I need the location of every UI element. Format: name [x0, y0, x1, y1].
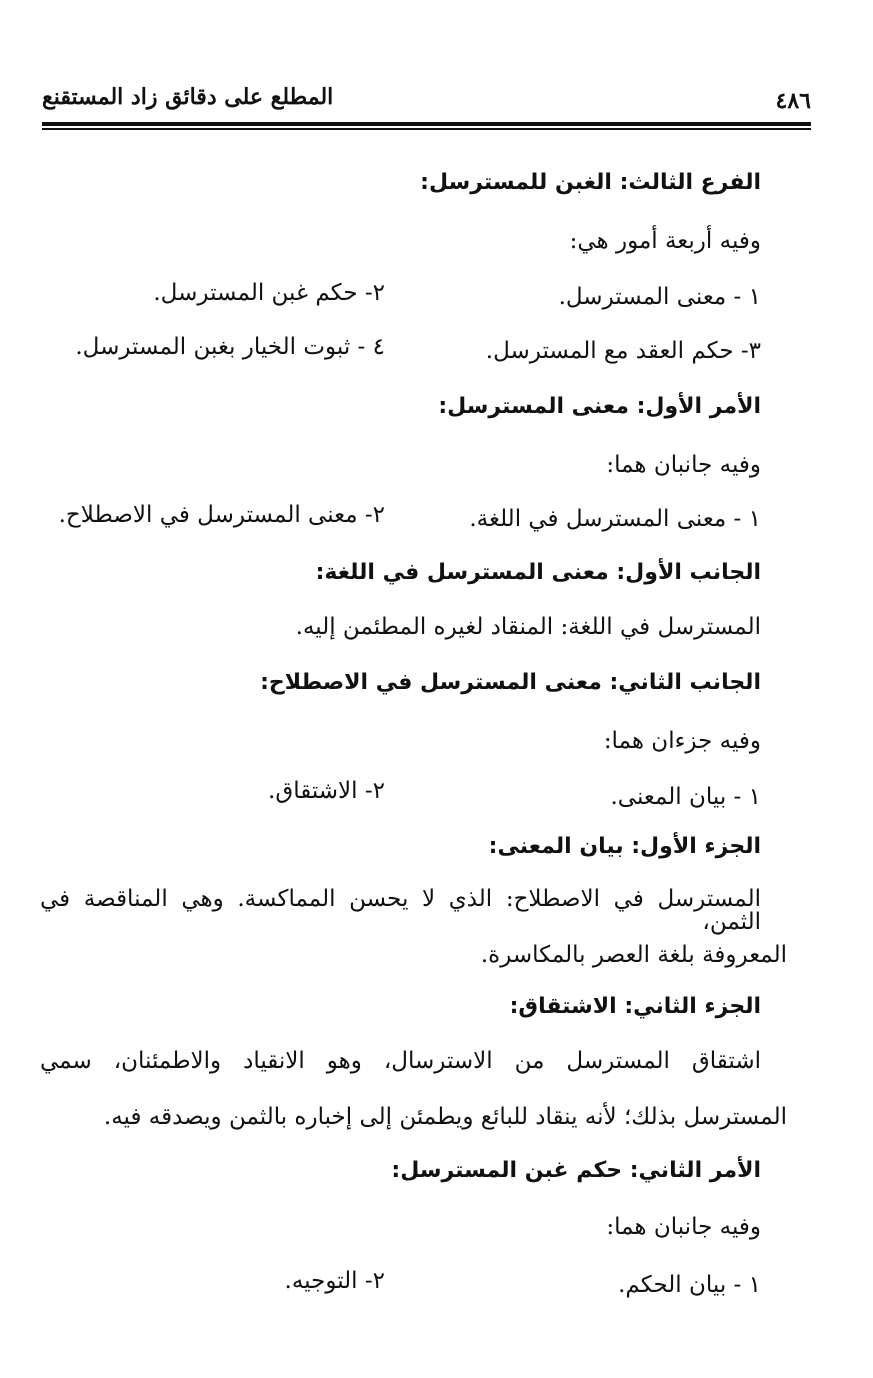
list-item: ٤ - ثبوت الخيار بغبن المسترسل.: [75, 334, 385, 360]
paragraph-language-meaning: المسترسل في اللغة: المنقاد لغيره المطئمن إليه.: [295, 614, 761, 640]
intro-two-sides: وفيه جانبان هما:: [606, 452, 761, 478]
paragraph-derivation-line-1: اشتقاق المسترسل من الاسترسال، وهو الانقياد والاطمئنان، سمي: [40, 1048, 761, 1074]
running-title: المطلع على دقائق زاد المستقنع: [42, 84, 334, 110]
heading-side-2: الجانب الثاني: معنى المسترسل في الاصطلاح:: [260, 670, 761, 695]
list-item: ١ - بيان المعنى.: [610, 784, 761, 810]
intro-two-sides-2: وفيه جانبان هما:: [606, 1214, 761, 1240]
page-number: ٤٨٦: [775, 88, 811, 114]
list-item: ٣- حكم العقد مع المسترسل.: [485, 338, 761, 364]
header-rule-thin: [42, 128, 811, 130]
list-item: ١ - معنى المسترسل في اللغة.: [469, 506, 761, 532]
intro-four-matters: وفيه أربعة أمور هي:: [569, 228, 761, 254]
header-rule-thick: [42, 122, 811, 126]
list-item: ٢- التوجيه.: [284, 1268, 385, 1294]
paragraph-meaning-line-2: المعروفة بلغة العصر بالمكاسرة.: [480, 942, 787, 968]
list-item: ٢- حكم غبن المسترسل.: [153, 280, 385, 306]
heading-part-2: الجزء الثاني: الاشتقاق:: [509, 994, 761, 1019]
heading-second-matter: الأمر الثاني: حكم غبن المسترسل:: [391, 1158, 761, 1183]
heading-part-1: الجزء الأول: بيان المعنى:: [488, 834, 761, 859]
intro-two-parts: وفيه جزءان هما:: [603, 728, 761, 754]
list-item: ١ - معنى المسترسل.: [558, 284, 761, 310]
page-header: [42, 78, 811, 118]
list-item: ١ - بيان الحكم.: [618, 1272, 761, 1298]
list-item: ٢- الاشتقاق.: [268, 778, 385, 804]
list-item: ٢- معنى المسترسل في الاصطلاح.: [58, 502, 385, 528]
heading-side-1: الجانب الأول: معنى المسترسل في اللغة:: [315, 560, 761, 585]
paragraph-meaning-line-1: المسترسل في الاصطلاح: الذي لا يحسن المماكسة. وهي المناقصة في الثمن،: [40, 886, 761, 935]
heading-branch-3: الفرع الثالث: الغبن للمسترسل:: [420, 170, 761, 195]
heading-first-matter: الأمر الأول: معنى المسترسل:: [438, 394, 761, 419]
paragraph-derivation-line-2: المسترسل بذلك؛ لأنه ينقاد للبائع ويطمئن إلى إخباره بالثمن ويصدقه فيه.: [103, 1104, 787, 1130]
